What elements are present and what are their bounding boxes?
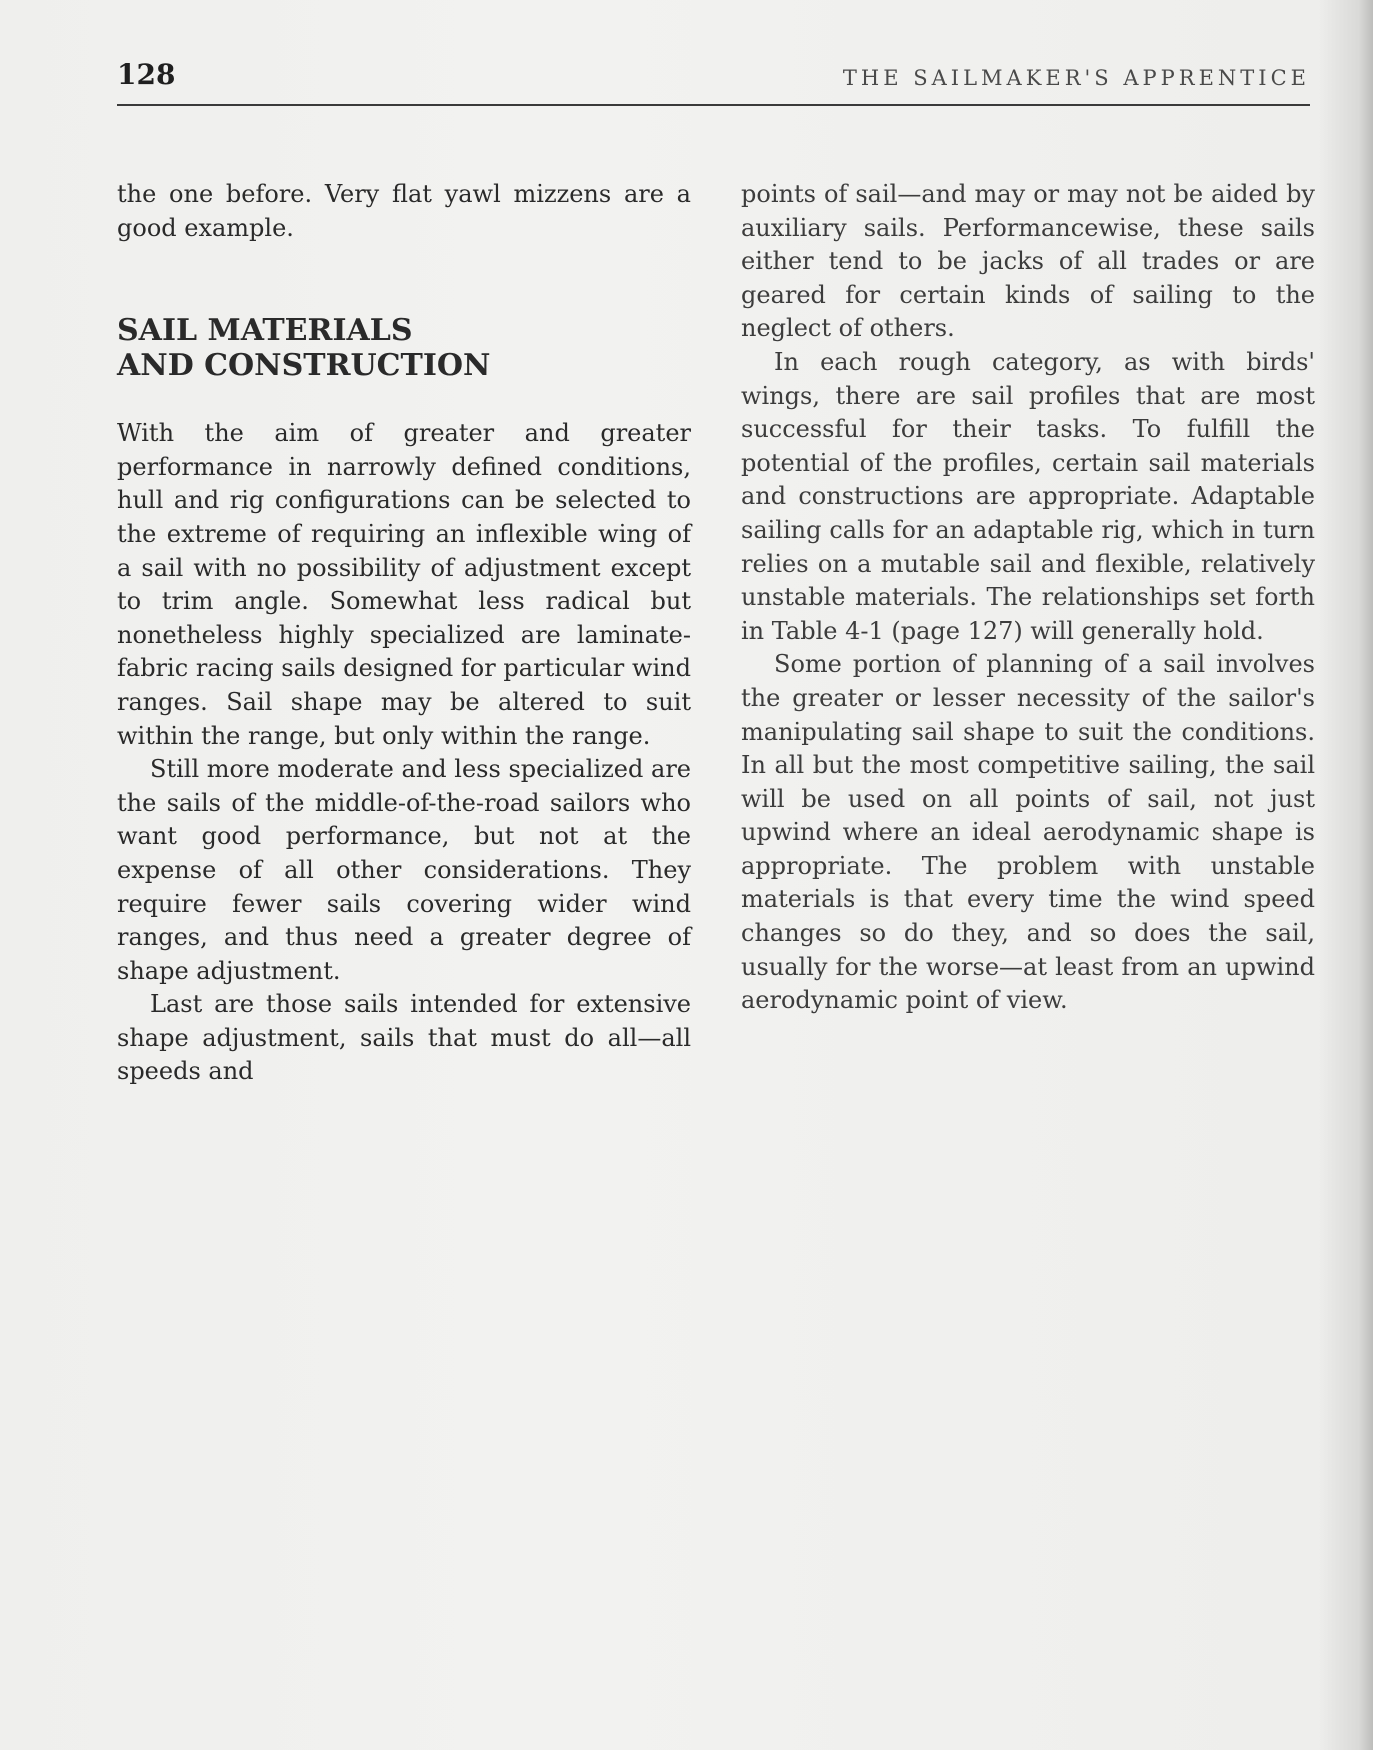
section-heading: [117, 313, 691, 383]
body-paragraph: With the aim of greater and greater performance in narrowly defined conditions, hull and rig configurations can be selected to the extreme of requiring an inflexible wing of a sail with no possibility of adjustment except to trim angle. Somewhat less radical but nonetheless highly specialized are laminate-fabric racing sails designed for particular wind ranges. Sail shape may be altered to suit within the range, but only within the range.: [117, 419, 691, 750]
body-paragraph: the one before. Very flat yawl mizzens are a good example.: [117, 180, 691, 242]
body-paragraph: Some portion of planning of a sail involves the greater or lesser necessity of the sailor's manipulating sail shape to suit the conditions. In all but the most competitive sailing, the sail will be used on all points of sail, not just upwind where an ideal aerodynamic shape is appropriate. The problem with unstable materials is that every time the wind speed changes so do they, and so does the sail, usually for the worse—at least from an upwind aerodynamic point of view.: [741, 650, 1315, 1015]
running-title: THE SAILMAKER'S APPRENTICE: [842, 66, 1310, 90]
page-header: [117, 56, 1310, 106]
body-paragraph: Still more moderate and less specialized are the sails of the middle-of-the-road sailors who want good performance, but not at the expense of all other considerations. They require fewer sails covering wider wind ranges, and thus need a greater degree of shape adjustment.: [117, 755, 691, 985]
section-heading-line-2: AND CONSTRUCTION: [117, 348, 491, 384]
section-heading-line-1: SAIL MATERIALS: [117, 313, 413, 349]
body-paragraph: Last are those sails intended for extensive shape adjustment, sails that must do all—all speeds and: [117, 990, 691, 1086]
body-paragraph: points of sail—and may or may not be aided by auxiliary sails. Performancewise, these sails either tend to be jacks of all trades or are geared for certain kinds of sailing to the neglect of others.: [741, 180, 1315, 343]
page-number: 128: [117, 58, 176, 91]
right-column: [741, 178, 1315, 1018]
left-column: [117, 178, 691, 1089]
body-paragraph: In each rough category, as with birds' wings, there are sail profiles that are most successful for their tasks. To fulfill the potential of the profiles, certain sail materials and constructions are appropriate. Adaptable sailing calls for an adaptable rig, which in turn relies on a mutable sail and flexible, relatively unstable materials. The relationships set forth in Table 4-1 (page 127) will generally hold.: [741, 347, 1315, 645]
